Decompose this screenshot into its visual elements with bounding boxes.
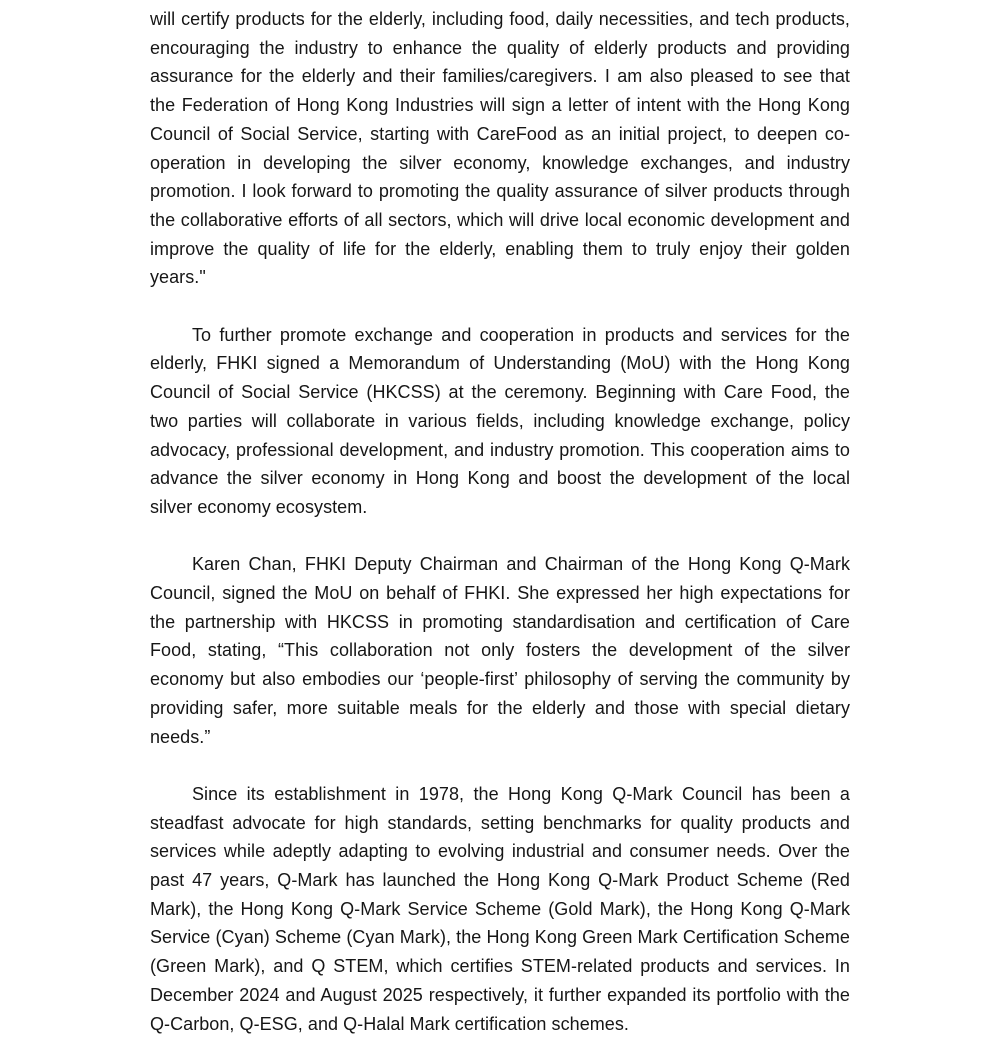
paragraph-qmark-history: Since its establishment in 1978, the Hong Kong Q-Mark Council has been a steadfast advocate for high standards, setting benchmarks for quality products and services while adeptly adapting to evolving industrial and consumer needs. Over the past 47 years, Q-Mark has launched the Hong Kong Q-Mark Product Scheme (Red Mark), the Hong Kong Q-Mark Service Scheme (Gold Mark), the Hong Kong Q-Mark Service (Cyan) Scheme (Cyan Mark), the Hong Kong Green Mark Certification Scheme (Green Mark), and Q STEM, which certifies STEM-related products and services. In December 2024 and August 2025 respectively, it further expanded its portfolio with the Q-Carbon, Q-ESG, and Q-Halal Mark certification schemes.	[150, 783, 850, 1034]
document-body-text	[150, 5, 850, 1038]
paragraph-certify-products: will certify products for the elderly, including food, daily necessities, and tech products, encouraging the industry to enhance the quality of elderly products and providing assurance for the elderly and their families/caregivers. I am also pleased to see that the Federation of Hong Kong Industries will sign a letter of intent with the Hong Kong Council of Social Service, starting with CareFood as an initial project, to deepen co-operation in developing the silver economy, knowledge exchanges, and industry promotion. I look forward to promoting the quality assurance of silver products through the collaborative efforts of all sectors, which will drive local economic development and improve the quality of life for the elderly, enabling them to truly enjoy their golden years."	[150, 9, 850, 288]
paragraph-karen-chan-quote: Karen Chan, FHKI Deputy Chairman and Chairman of the Hong Kong Q-Mark Council, signed the MoU on behalf of FHKI. She expressed her high expectations for the partnership with HKCSS in promoting standardisation and certification of Care Food, stating, “This collaboration not only fosters the development of the silver economy but also embodies our ‘people-first’ philosophy of serving the community by providing safer, more suitable meals for the elderly and those with special dietary needs.”	[150, 554, 850, 747]
paragraph-mou-signing: To further promote exchange and cooperation in products and services for the elderly, FHKI signed a Memorandum of Understanding (MoU) with the Hong Kong Council of Social Service (HKCSS) at the ceremony. Beginning with Care Food, the two parties will collaborate in various fields, including knowledge exchange, policy advocacy, professional development, and industry promotion. This cooperation aims to advance the silver economy in Hong Kong and boost the development of the local silver economy ecosystem.	[150, 324, 850, 517]
